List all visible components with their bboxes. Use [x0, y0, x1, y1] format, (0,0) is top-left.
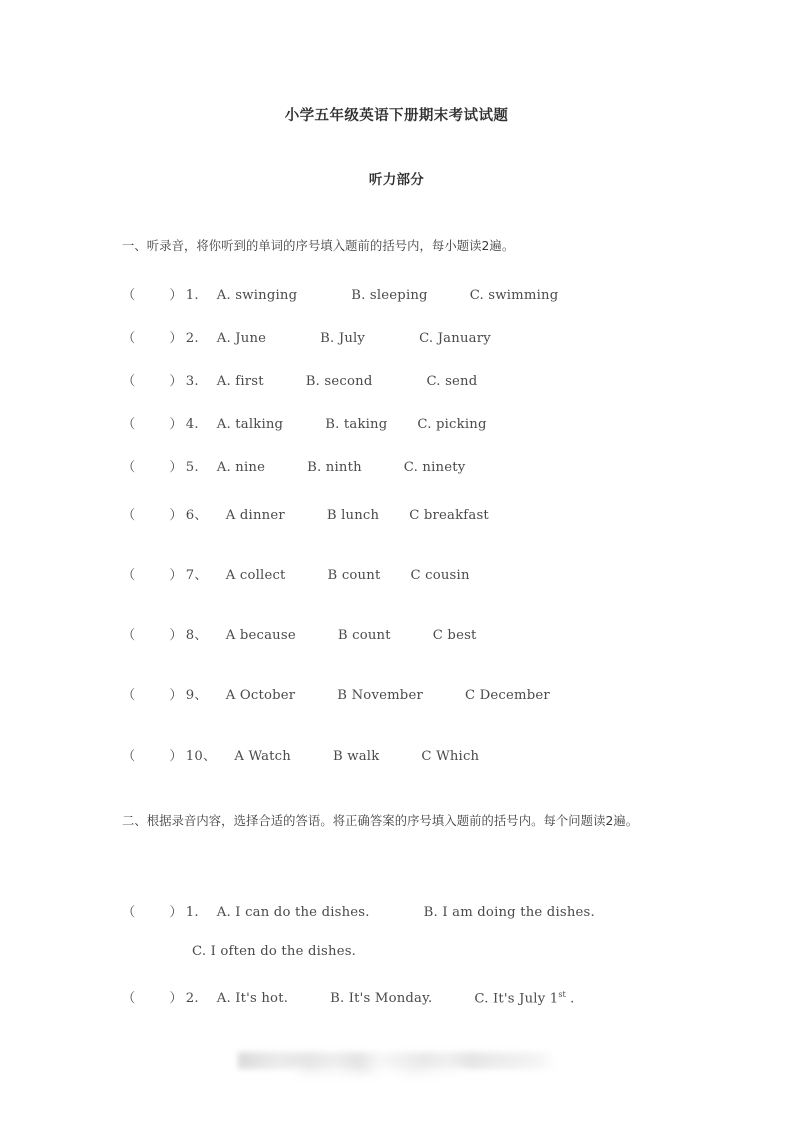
question-row: [122, 413, 487, 432]
section-2-heading: 二、根据录音内容，选择合适的答语。将正确答案的序号填入题前的括号内。每个问题读2遍。: [122, 814, 639, 828]
option-c[interactable]: C. ninety: [403, 460, 466, 475]
question-row: [122, 987, 574, 1006]
question-row: [122, 284, 558, 303]
question-row: [122, 624, 477, 643]
option-c[interactable]: C best: [432, 628, 477, 643]
answer-paren-close: ）: [169, 417, 183, 432]
answer-paren-open: （: [122, 905, 136, 920]
option-b[interactable]: B lunch: [326, 508, 380, 523]
ordinal-suffix: st: [558, 989, 566, 999]
option-a[interactable]: A. It's hot.: [216, 991, 289, 1006]
question-number: 9、: [185, 688, 208, 703]
option-a[interactable]: A dinner: [225, 508, 285, 523]
answer-paren-close: ）: [169, 331, 183, 346]
option-a[interactable]: A. talking: [216, 417, 284, 432]
question-number: 2.: [185, 991, 199, 1006]
question-row: [122, 327, 491, 346]
answer-paren-close: ）: [169, 508, 183, 523]
option-a[interactable]: A. June: [216, 331, 267, 346]
answer-paren-open: （: [122, 417, 136, 432]
question-number: 10、: [185, 749, 217, 764]
option-b[interactable]: B count: [327, 568, 381, 583]
section-1-heading: 一、听录音，将你听到的单词的序号填入题前的括号内，每小题读2遍。: [122, 239, 515, 253]
answer-paren-close: ）: [169, 991, 183, 1006]
option-b[interactable]: B. sleeping: [351, 288, 428, 303]
answer-paren-open: （: [122, 991, 136, 1006]
option-b[interactable]: B walk: [332, 749, 380, 764]
answer-paren-close: ）: [169, 288, 183, 303]
option-a[interactable]: A. nine: [216, 460, 266, 475]
option-a[interactable]: A Watch: [234, 749, 291, 764]
option-b[interactable]: B. ninth: [307, 460, 362, 475]
question-row: [122, 456, 465, 475]
option-c[interactable]: C. send: [426, 374, 478, 389]
option-c[interactable]: C Which: [421, 749, 480, 764]
option-c-period: .: [570, 991, 575, 1006]
question-number: 5.: [185, 460, 199, 475]
blurred-watermark-band-secondary: [290, 1066, 466, 1077]
answer-paren-close: ）: [169, 905, 183, 920]
option-b[interactable]: B November: [337, 688, 423, 703]
question-row: [122, 370, 477, 389]
question-number: 7、: [185, 568, 208, 583]
question-row: [122, 684, 550, 703]
question-number: 1.: [185, 288, 199, 303]
option-c[interactable]: C. swimming: [469, 288, 559, 303]
answer-paren-open: （: [122, 568, 136, 583]
answer-paren-open: （: [122, 688, 136, 703]
option-a[interactable]: A because: [225, 628, 296, 643]
option-c[interactable]: C breakfast: [409, 508, 489, 523]
option-a[interactable]: A. first: [216, 374, 264, 389]
question-number: 1.: [185, 905, 199, 920]
answer-paren-open: （: [122, 628, 136, 643]
option-b[interactable]: B. I am doing the dishes.: [423, 905, 595, 920]
option-a[interactable]: A October: [225, 688, 296, 703]
page-title: 小学五年级英语下册期末考试试题: [284, 108, 509, 124]
question-number: 4.: [185, 417, 199, 432]
option-c[interactable]: C December: [464, 688, 550, 703]
question-row: [122, 564, 470, 583]
answer-paren-open: （: [122, 749, 136, 764]
option-b[interactable]: B. July: [320, 331, 366, 346]
option-b[interactable]: B count: [337, 628, 391, 643]
option-a[interactable]: A. I can do the dishes.: [216, 905, 370, 920]
question-number: 2.: [185, 331, 199, 346]
option-b[interactable]: B. second: [305, 374, 373, 389]
answer-paren-close: ）: [169, 688, 183, 703]
question-number: 6、: [185, 508, 208, 523]
option-c-text: C. It's July 1: [474, 991, 559, 1006]
answer-paren-open: （: [122, 374, 136, 389]
option-c[interactable]: [474, 990, 574, 1006]
answer-paren-close: ）: [169, 628, 183, 643]
answer-paren-close: ）: [169, 374, 183, 389]
option-c[interactable]: C cousin: [410, 568, 470, 583]
answer-paren-close: ）: [169, 749, 183, 764]
option-a[interactable]: A collect: [225, 568, 286, 583]
answer-paren-close: ）: [169, 568, 183, 583]
question-number: 8、: [185, 628, 208, 643]
option-b[interactable]: B. taking: [325, 417, 388, 432]
question-row: [122, 504, 489, 523]
question-row: [122, 745, 479, 764]
answer-paren-close: ）: [169, 460, 183, 475]
question-number: 3.: [185, 374, 199, 389]
answer-paren-open: （: [122, 331, 136, 346]
option-a[interactable]: A. swinging: [216, 288, 298, 303]
option-c[interactable]: C. I often do the dishes.: [192, 944, 357, 959]
page-subtitle: 听力部分: [368, 172, 425, 188]
option-b[interactable]: B. It's Monday.: [330, 991, 433, 1006]
question-row: [122, 901, 595, 920]
answer-paren-open: （: [122, 288, 136, 303]
answer-paren-open: （: [122, 460, 136, 475]
answer-paren-open: （: [122, 508, 136, 523]
option-c[interactable]: C. picking: [417, 417, 487, 432]
option-c[interactable]: C. January: [419, 331, 491, 346]
